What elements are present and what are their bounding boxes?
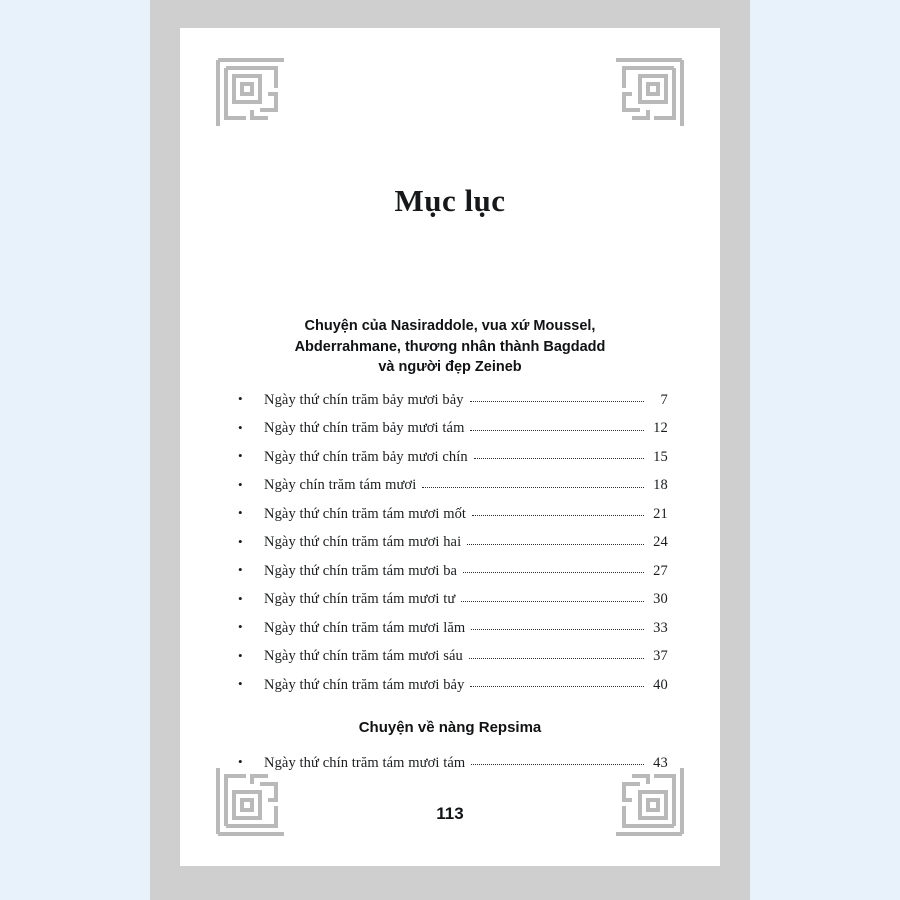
toc-page-number: 21: [653, 505, 668, 522]
list-item[interactable]: [232, 671, 668, 700]
list-item[interactable]: [232, 585, 668, 614]
toc-leader-dots: [470, 685, 644, 687]
toc-leader-dots: [467, 543, 644, 545]
toc-entry-label: Ngày chín trăm tám mươi: [264, 477, 417, 494]
toc-section-heading-2: Chuyện về nàng Repsima: [358, 719, 542, 737]
list-item[interactable]: [232, 614, 668, 643]
toc-page-number: 30: [653, 591, 668, 608]
table-of-contents: [232, 316, 668, 777]
bullet-icon: •: [238, 448, 243, 464]
bullet-icon: •: [238, 676, 243, 692]
toc-entry-label: Ngày thứ chín trăm tám mươi hai: [264, 534, 462, 551]
list-item[interactable]: [232, 749, 668, 778]
toc-page-number: 7: [660, 391, 668, 408]
toc-section-heading-1: Chuyện của Nasiraddole, vua xứ Moussel, Abderrahmane, thương nhân thành Bagdadd và người đẹp Zeineb: [294, 318, 606, 376]
toc-entry-label: Ngày thứ chín trăm tám mươi tám: [264, 754, 466, 771]
bullet-icon: •: [238, 754, 243, 770]
toc-list-2: [232, 749, 668, 778]
toc-entry-label: Ngày thứ chín trăm tám mươi bảy: [264, 676, 465, 693]
ornament-corner-top-right-icon: [614, 58, 684, 128]
toc-leader-dots: [474, 457, 644, 459]
page-title: Mục lục: [394, 183, 506, 218]
ornament-corner-top-left-icon: [216, 58, 286, 128]
toc-entry-label: Ngày thứ chín trăm bảy mươi tám: [264, 420, 465, 437]
bullet-icon: •: [238, 590, 243, 606]
toc-leader-dots: [461, 600, 644, 602]
bullet-icon: •: [238, 419, 243, 435]
toc-entry-label: Ngày thứ chín trăm tám mươi sáu: [264, 648, 463, 665]
toc-entry-label: Ngày thứ chín trăm tám mươi ba: [264, 562, 458, 579]
toc-page-number: 15: [653, 448, 668, 465]
bullet-icon: •: [238, 476, 243, 492]
toc-leader-dots: [471, 628, 644, 630]
list-item[interactable]: [232, 557, 668, 586]
list-item[interactable]: [232, 443, 668, 472]
toc-page-number: 27: [653, 562, 668, 579]
page-folio-number: 113: [436, 804, 464, 823]
toc-entry-label: Ngày thứ chín trăm tám mươi lăm: [264, 619, 466, 636]
toc-leader-dots: [463, 571, 644, 573]
list-item[interactable]: [232, 642, 668, 671]
toc-leader-dots: [470, 400, 644, 402]
book-page: [180, 28, 720, 866]
toc-page-number: 24: [653, 534, 668, 551]
bullet-icon: •: [238, 562, 243, 578]
bullet-icon: •: [238, 647, 243, 663]
list-item[interactable]: [232, 528, 668, 557]
toc-entry-label: Ngày thứ chín trăm tám mươi mốt: [264, 505, 467, 522]
toc-page-number: 18: [653, 477, 668, 494]
toc-leader-dots: [470, 429, 644, 431]
bullet-icon: •: [238, 391, 243, 407]
list-item[interactable]: [232, 500, 668, 529]
toc-page-number: 43: [653, 754, 668, 771]
toc-entry-label: Ngày thứ chín trăm bảy mươi chín: [264, 448, 468, 465]
bullet-icon: •: [238, 533, 243, 549]
toc-page-number: 37: [653, 648, 668, 665]
toc-entry-label: Ngày thứ chín trăm tám mươi tư: [264, 591, 456, 608]
toc-leader-dots: [422, 486, 644, 488]
bullet-icon: •: [238, 505, 243, 521]
toc-leader-dots: [471, 763, 644, 765]
bullet-icon: •: [238, 619, 243, 635]
toc-entry-label: Ngày thứ chín trăm bảy mươi bảy: [264, 391, 464, 408]
list-item[interactable]: [232, 471, 668, 500]
toc-leader-dots: [472, 514, 644, 516]
toc-page-number: 12: [653, 420, 668, 437]
toc-page-number: 33: [653, 619, 668, 636]
list-item[interactable]: [232, 386, 668, 415]
toc-list-1: [232, 386, 668, 700]
toc-leader-dots: [469, 657, 644, 659]
toc-page-number: 40: [653, 676, 668, 693]
list-item[interactable]: [232, 414, 668, 443]
book-page-background: [150, 0, 750, 900]
